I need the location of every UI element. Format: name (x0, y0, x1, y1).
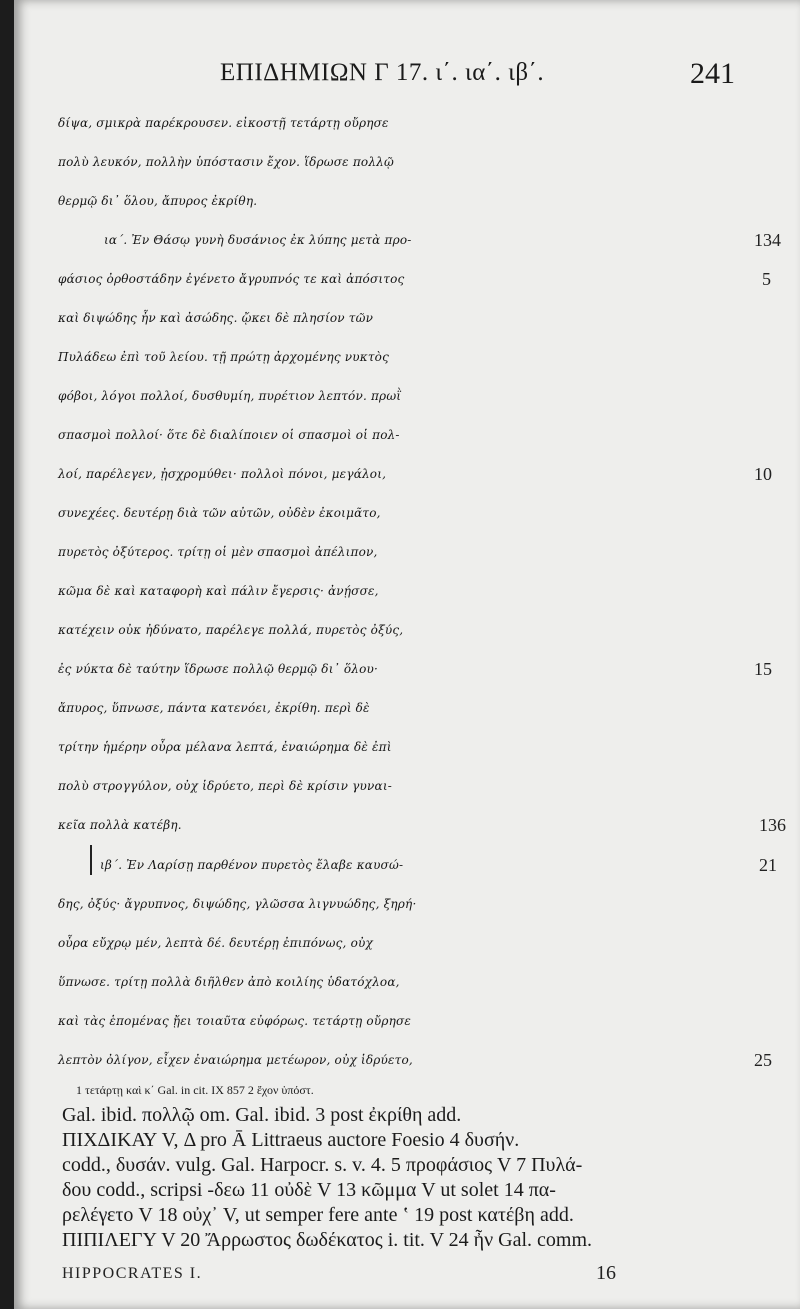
text-line: ἄπυρος, ὕπνωσε, πάντα κατενόει, ἐκρίθη. περὶ δὲ (58, 701, 370, 715)
margin-number: 5 (762, 269, 771, 289)
book-page (14, 0, 800, 1309)
text-line: κεῖα πολλὰ κατέβη. (58, 818, 182, 832)
page-number: 241 (690, 57, 735, 90)
text-line: ια΄. Ἐν Θάσῳ γυνὴ δυσάνιος ἐκ λύπης μετὰ προ- (104, 233, 412, 247)
text-line: συνεχέες. δευτέρῃ διὰ τῶν αὐτῶν, οὐδὲν ἐκοιμᾶτο, (58, 506, 381, 520)
text-line: οὖρα εὔχρῳ μέν, λεπτὰ δέ. δευτέρῃ ἐπιπόνως, οὐχ (58, 936, 373, 950)
footnote-line: ΠΙΧΔΙΚΑΥ V, Δ pro Ā Littraeus auctore Foesio 4 δυσήν. (62, 1129, 520, 1151)
text-line: δης, ὀξύς· ἄγρυπνος, διψώδης, γλῶσσα λιγνυώδης, ξηρή· (58, 897, 417, 911)
margin-number: 25 (754, 1050, 772, 1070)
column-rule-mark (90, 845, 92, 875)
footnote-line: ΠΙΠΙΛΕΓΥ V 20 Ἄρρωστος δωδέκατος i. tit. V 24 ἦν Gal. comm. (62, 1229, 593, 1251)
signature-mark: 16 (596, 1262, 616, 1284)
text-line: ὕπνωσε. τρίτῃ πολλὰ διῆλθεν ἀπὸ κοιλίης ὑδατόχλοα, (58, 975, 400, 989)
text-line: φόβοι, λόγοι πολλοί, δυσθυμίη, πυρέτιον λεπτόν. πρωῒ (58, 389, 402, 403)
text-line: καὶ τὰς ἑπομένας ᾔει τοιαῦτα εὐφόρως. τετάρτῃ οὔρησε (58, 1014, 412, 1028)
text-line: δίψα, σμικρὰ παρέκρουσεν. εἰκοστῇ τετάρτῃ οὔρησε (58, 116, 389, 130)
footer-author: HIPPOCRATES I. (62, 1265, 203, 1282)
text-line: ἐς νύκτα δὲ ταύτην ἵδρωσε πολλῷ θερμῷ δι᾽ ὅλου· (58, 662, 379, 676)
text-line: πυρετὸς ὀξύτερος. τρίτῃ οἱ μὲν σπασμοὶ ἀπέλιπον, (58, 545, 378, 559)
text-line: πολὺ λευκόν, πολλὴν ὑπόστασιν ἔχον. ἵδρωσε πολλῷ (58, 155, 394, 169)
text-line: φάσιος ὀρθοστάδην ἐγένετο ἄγρυπνός τε καὶ ἀπόσιτος (58, 272, 405, 286)
text-line: λοί, παρέλεγεν, ᾐσχρομύθει· πολλοὶ πόνοι, μεγάλοι, (58, 467, 387, 481)
page-footer (14, 1262, 800, 1295)
text-line: θερμῷ δι᾽ ὅλου, ἄπυρος ἐκρίθη. (58, 194, 258, 208)
running-title: ΕΠΙΔΗΜΙΩΝ Γ 17. ι΄. ια΄. ιβ΄. (220, 59, 545, 86)
margin-number: 134 (754, 230, 781, 250)
margin-number: 15 (754, 659, 772, 679)
text-line: Πυλάδεω ἐπὶ τοῦ λείου. τῇ πρώτῃ ἀρχομένης νυκτὸς (58, 350, 390, 364)
footnote-line: 1 τετάρτῃ καὶ κ΄ Gal. in cit. IX 857 2 ἔχον ὑπόστ. (76, 1083, 314, 1097)
margin-number: 136 (759, 815, 786, 835)
text-line-section (90, 845, 790, 885)
footnote-line: δου codd., scripsi -δεω 11 οὐδὲ V 13 κῶμμα V ut solet 14 πα- (62, 1179, 556, 1201)
text-line: κῶμα δὲ καὶ καταφορὴ καὶ πάλιν ἔγερσις· ἀνῄσσε, (58, 584, 379, 598)
text-line: σπασμοὶ πολλοί· ὅτε δὲ διαλίποιεν οἱ σπασμοὶ οἱ πολ- (58, 428, 400, 442)
page-header (14, 55, 800, 95)
margin-number: 10 (754, 464, 772, 484)
text-line: ιβ΄. Ἐν Λαρίσῃ παρθένον πυρετὸς ἔλαβε καυσώ- (100, 858, 404, 872)
text-line: καὶ διψώδης ἦν καὶ ἀσώδης. ᾤκει δὲ πλησίον τῶν (58, 311, 374, 325)
footnote-line: ρελέγετο V 18 οὐχ᾽ V, ut semper fere ante ʽ 19 post κατέβη add. (62, 1204, 574, 1226)
text-line: πολὺ στρογγύλον, οὐχ ἱδρύετο, περὶ δὲ κρίσιν γυναι- (58, 779, 392, 793)
text-line: κατέχειν οὐκ ἠδύνατο, παρέλεγε πολλά, πυρετὸς ὀξύς, (58, 623, 404, 637)
footnote-line: Gal. ibid. πολλῷ om. Gal. ibid. 3 post ἐκρίθη add. (62, 1104, 462, 1126)
footnote-line: codd., δυσάν. vulg. Gal. Harpocr. s. v. 4. 5 προφάσιος V 7 Πυλά- (62, 1154, 583, 1176)
text-line: λεπτὸν ὀλίγον, εἶχεν ἐναιώρημα μετέωρον, οὐχ ἱδρύετο, (58, 1053, 413, 1067)
margin-number: 21 (759, 855, 777, 875)
text-line: τρίτην ἡμέρην οὖρα μέλανα λεπτά, ἐναιώρημα δὲ ἐπὶ (58, 740, 392, 754)
